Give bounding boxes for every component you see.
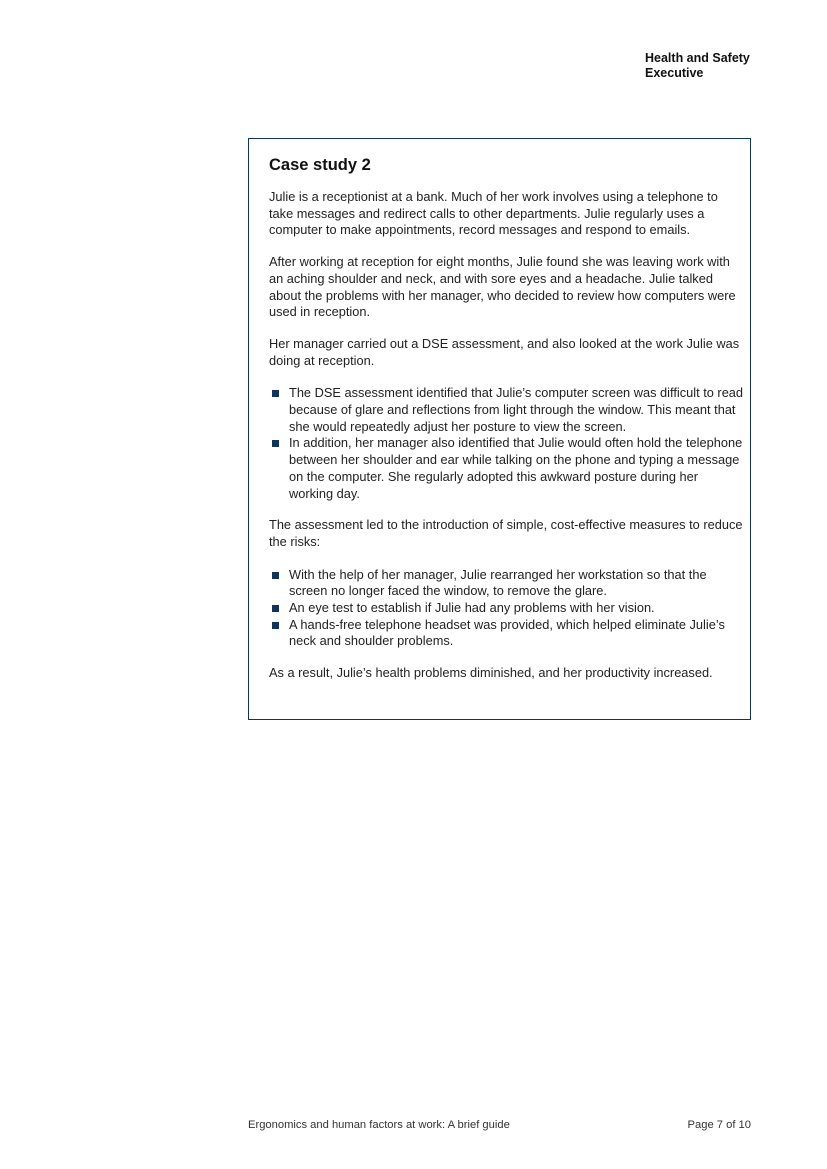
list-item bbox=[269, 567, 744, 600]
findings-list bbox=[269, 385, 744, 502]
case-study-paragraph-1: Julie is a receptionist at a bank. Much of her work involves using a telephone to take messages and redirect calls to other departments. Julie regularly uses a computer to make appointments, record messages and respond to emails. bbox=[269, 189, 718, 238]
case-study-box bbox=[248, 138, 751, 720]
square-bullet-icon bbox=[272, 605, 279, 612]
finding-text: The DSE assessment identified that Julie’s computer screen was difficult to read because of glare and reflections from light through the window. This meant that she would repeatedly adjust her posture to view the screen. bbox=[289, 385, 744, 434]
case-study-paragraph-4: The assessment led to the introduction of simple, cost-effective measures to reduce the risks: bbox=[269, 517, 743, 549]
organisation-name bbox=[645, 51, 785, 81]
case-study-paragraph-5: As a result, Julie’s health problems diminished, and her productivity increased. bbox=[269, 665, 713, 681]
measure-text: An eye test to establish if Julie had any problems with her vision. bbox=[289, 600, 655, 616]
organisation-name-line-2: Executive bbox=[645, 66, 704, 80]
list-item bbox=[269, 600, 744, 617]
footer-page-number: Page 7 of 10 bbox=[687, 1119, 751, 1131]
footer-document-title: Ergonomics and human factors at work: A brief guide bbox=[248, 1119, 510, 1131]
list-item bbox=[269, 385, 744, 435]
square-bullet-icon bbox=[272, 572, 279, 579]
square-bullet-icon bbox=[272, 622, 279, 629]
measure-text: A hands-free telephone headset was provided, which helped eliminate Julie’s neck and shoulder problems. bbox=[289, 616, 725, 649]
measure-text: With the help of her manager, Julie rearranged her workstation so that the screen no longer faced the window, to remove the glare. bbox=[289, 566, 707, 599]
organisation-name-line-1: Health and Safety bbox=[645, 51, 750, 65]
case-study-paragraph-3: Her manager carried out a DSE assessment, and also looked at the work Julie was doing at reception. bbox=[269, 335, 740, 368]
square-bullet-icon bbox=[272, 390, 279, 397]
list-item bbox=[269, 435, 744, 502]
list-item bbox=[269, 617, 744, 650]
finding-text: In addition, her manager also identified that Julie would often hold the telephone between her shoulder and ear while talking on the phone and typing a message on the computer. She regularly adopted this awkward posture during her working day. bbox=[289, 435, 743, 501]
measures-list bbox=[269, 567, 744, 651]
case-study-title: Case study 2 bbox=[269, 156, 371, 174]
case-study-paragraph-2: After working at reception for eight months, Julie found she was leaving work with an aching shoulder and neck, and with sore eyes and a headache. Julie talked about the problems with her manager, who decided to review how computers were used in reception. bbox=[269, 254, 736, 320]
square-bullet-icon bbox=[272, 440, 279, 447]
